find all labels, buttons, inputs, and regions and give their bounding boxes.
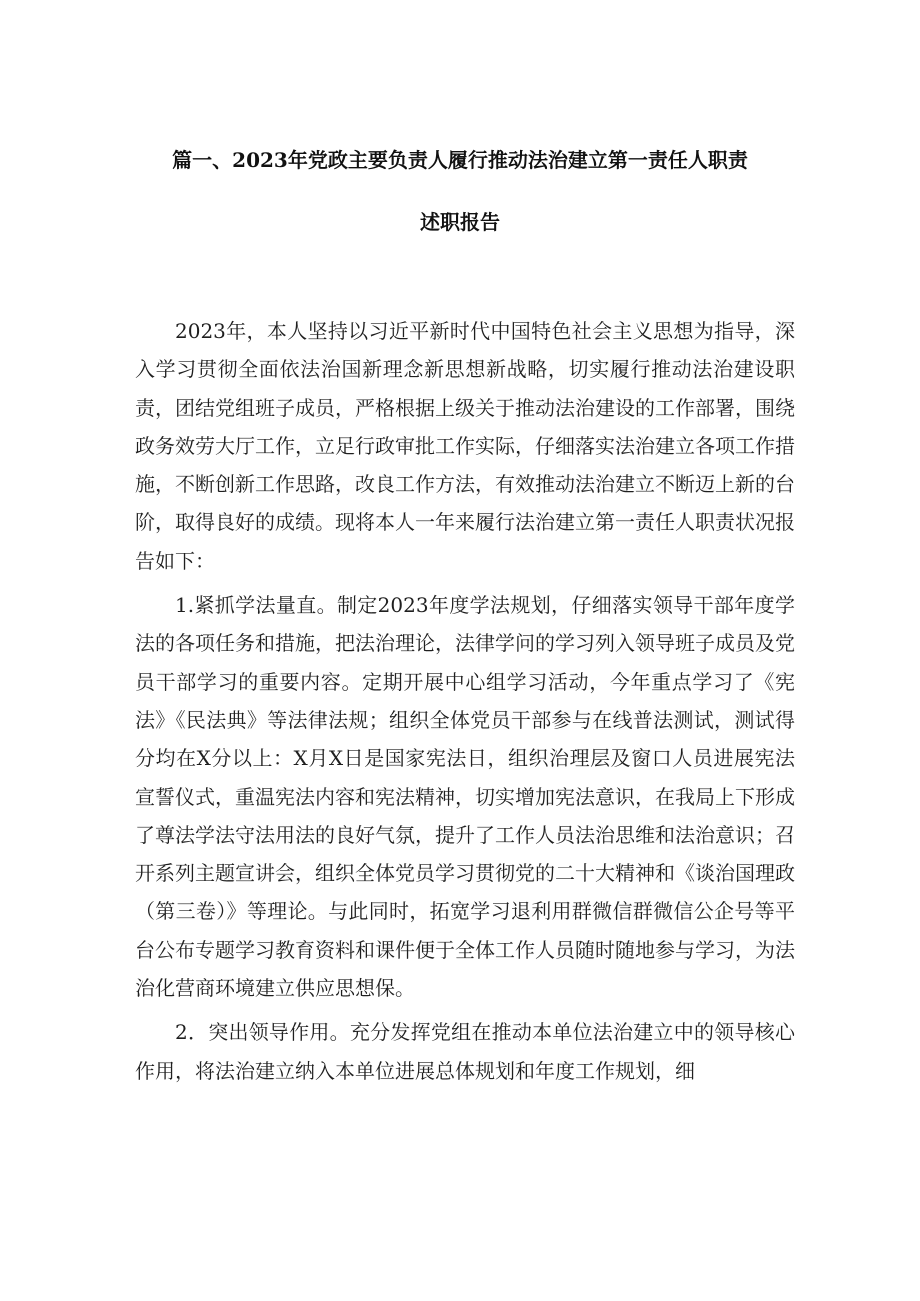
document-subtitle: 述职报告 [420,210,500,234]
document-title: 篇一、2023年党政主要负责人履行推动法治建立第一责任人职责 [172,148,748,172]
paragraph-section-1: 1.紧抓学法量直。制定2023年度学法规划，仔细落实领导干部年度学法的各项任务和措施，把法治理论，法律学问的学习列入领导班子成员及党员干部学习的重要内容。定期开展中心组学习活动，今年重点学习了《宪法》《民法典》等法律法规；组织全体党员干部参与在线普法测试，测试得分均在X分以上：X月X日是国家宪法日，组织治理层及窗口人员进展宪法宣誓仪式，重温宪法内容和宪法精神，切实增加宪法意识，在我局上下形成了尊法学法守法用法的良好气氛，提升了工作人员法治思维和法治意识；召开系列主题宣讲会，组织全体党员学习贯彻党的二十大精神和《谈治国理政（第三卷）》等理论。与此同时，拓宽学习退利用群微信群微信公企号等平台公布专题学习教育资料和课件便于全体工作人员随时随地参与学习，为法治化营商环境建立供应思想保。 [135,593,795,1001]
document-body [135,312,795,1090]
paragraph-section-2: 2．突出领导作用。充分发挥党组在推动本单位法治建立中的领导核心作用，将法治建立纳入本单位进展总体规划和年度工作规划，细 [135,1020,795,1083]
paragraph-intro: 2023年，本人坚持以习近平新时代中国特色社会主义思想为指导，深入学习贯彻全面依法治国新理念新思想新战略，切实履行推动法治建设职责，团结党组班子成员，严格根据上级关于推动法治建设的工作部署，围绕政务效劳大厅工作，立足行政审批工作实际，仔细落实法治建立各项工作措施，不断创新工作思路，改良工作方法，有效推动法治建立不断迈上新的台阶，取得良好的成绩。现将本人一年来履行法治建立第一责任人职责状况报告如下： [135,319,795,573]
